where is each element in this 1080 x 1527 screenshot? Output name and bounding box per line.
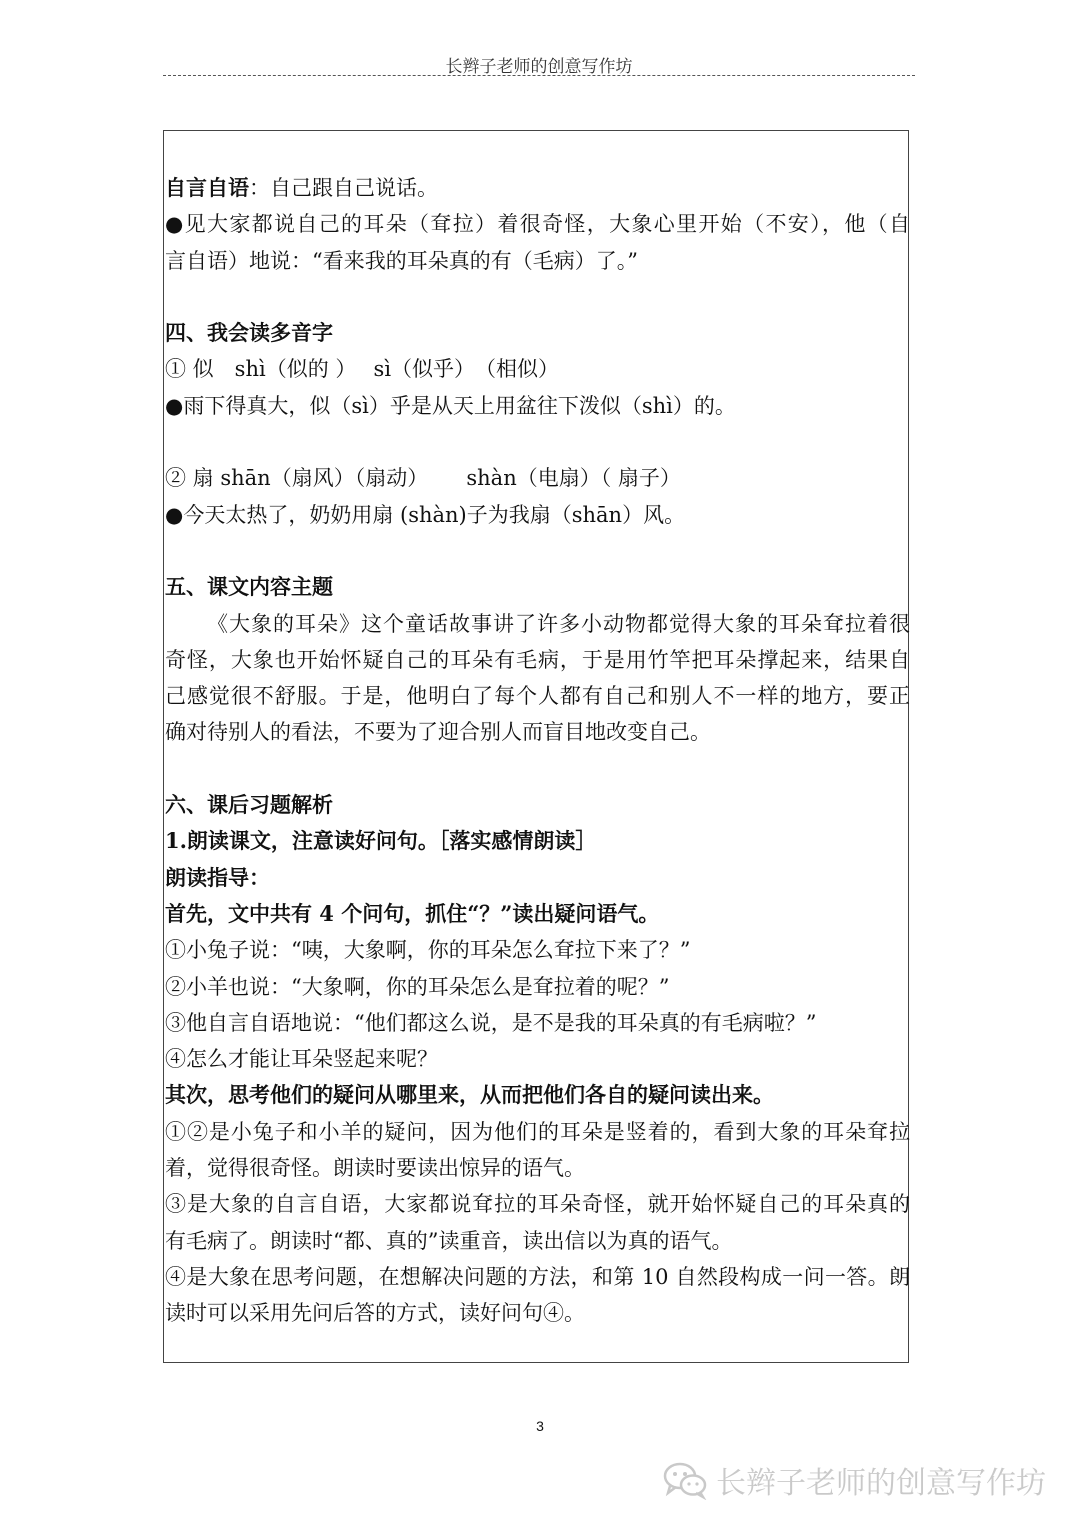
explanation-line: 着，觉得很奇怪。朗读时要读出惊异的语气。 <box>165 1156 585 1181</box>
polyphone-line: ② 扇 shān（扇风）（扇动） shàn（电扇）（ 扇子） <box>165 466 681 491</box>
guide-point: 其次，思考他们的疑问从哪里来，从而把他们各自的疑问读出来。 <box>165 1082 774 1108</box>
watermark <box>662 1458 1046 1502</box>
explanation-line: 有毛病了。朗读时“都、真的”读重音，读出信以为真的语气。 <box>165 1228 733 1253</box>
wechat-icon <box>662 1460 708 1500</box>
page-number: 3 <box>536 1418 544 1434</box>
section-title: 五、课文内容主题 <box>165 574 333 600</box>
definition-line <box>165 170 910 206</box>
question-item: ②小羊也说：“大象啊，你的耳朵怎么是耷拉着的呢？” <box>165 974 670 999</box>
example-line: ●今天太热了，奶奶用扇 (shàn)子为我扇（shān）风。 <box>165 502 686 527</box>
paragraph-line: 《大象的耳朵》这个童话故事讲了许多小动物都觉得大象的耳朵耷拉着很 <box>207 611 910 636</box>
polyphone-line: ① 似 shì（似的 ） sì（似乎） （相似） <box>165 357 560 382</box>
explanation-line: ③是大象的自言自语，大家都说耷拉的耳朵奇怪，就开始怀疑自己的耳朵真的 <box>165 1192 910 1217</box>
section-title: 六、课后习题解析 <box>165 792 333 818</box>
guide-label: 朗读指导： <box>165 864 270 890</box>
paragraph-line: 确对待别人的看法，不要为了迎合别人而盲目地改变自己。 <box>165 720 711 745</box>
watermark-text: 长辫子老师的创意写作坊 <box>716 1466 1046 1501</box>
question-item: ③他自言自语地说：“他们都这么说，是不是我的耳朵真的有毛病啦？” <box>165 1010 817 1035</box>
header-divider <box>163 75 915 76</box>
example-line: 言自语）地说：“看来我的耳朵真的有（毛病）了。” <box>165 248 638 273</box>
guide-point: 首先，文中共有 4 个问句，抓住“？”读出疑问语气。 <box>165 900 660 926</box>
explanation-line: ④是大象在思考问题，在想解决问题的方法，和第 10 自然段构成一问一答。朗 <box>165 1264 910 1289</box>
explanation-line: 读时可以采用先问后答的方式，读好问句④。 <box>165 1301 585 1326</box>
paragraph-line: 奇怪，大象也开始怀疑自己的耳朵有毛病，于是用竹竿把耳朵撑起来，结果自 <box>165 647 910 672</box>
question-item: ④怎么才能让耳朵竖起来呢？ <box>165 1047 438 1072</box>
example-line: ●雨下得真大，似（sì）乎是从天上用盆往下泼似（shì）的。 <box>165 393 736 418</box>
term: 自言自语 <box>165 175 249 200</box>
paragraph-line: 己感觉很不舒服。于是，他明白了每个人都有自己和别人不一样的地方，要正 <box>165 684 910 709</box>
explanation-line: ①②是小兔子和小羊的疑问，因为他们的耳朵是竖着的，看到大象的耳朵耷拉 <box>165 1119 910 1144</box>
definition: ：自己跟自己说话。 <box>249 176 438 200</box>
exercise-question: 1.朗读课文，注意读好问句。［落实感情朗读］ <box>165 828 597 854</box>
page-header: 长辫子老师的创意写作坊 <box>445 57 633 77</box>
document-body <box>165 170 910 1332</box>
question-item: ①小兔子说：“咦，大象啊，你的耳朵怎么耷拉下来了？” <box>165 938 691 963</box>
example-line: ●见大家都说自己的耳朵（耷拉）着很奇怪，大象心里开始（不安），他（自 <box>165 212 910 237</box>
section-title: 四、我会读多音字 <box>165 320 333 346</box>
